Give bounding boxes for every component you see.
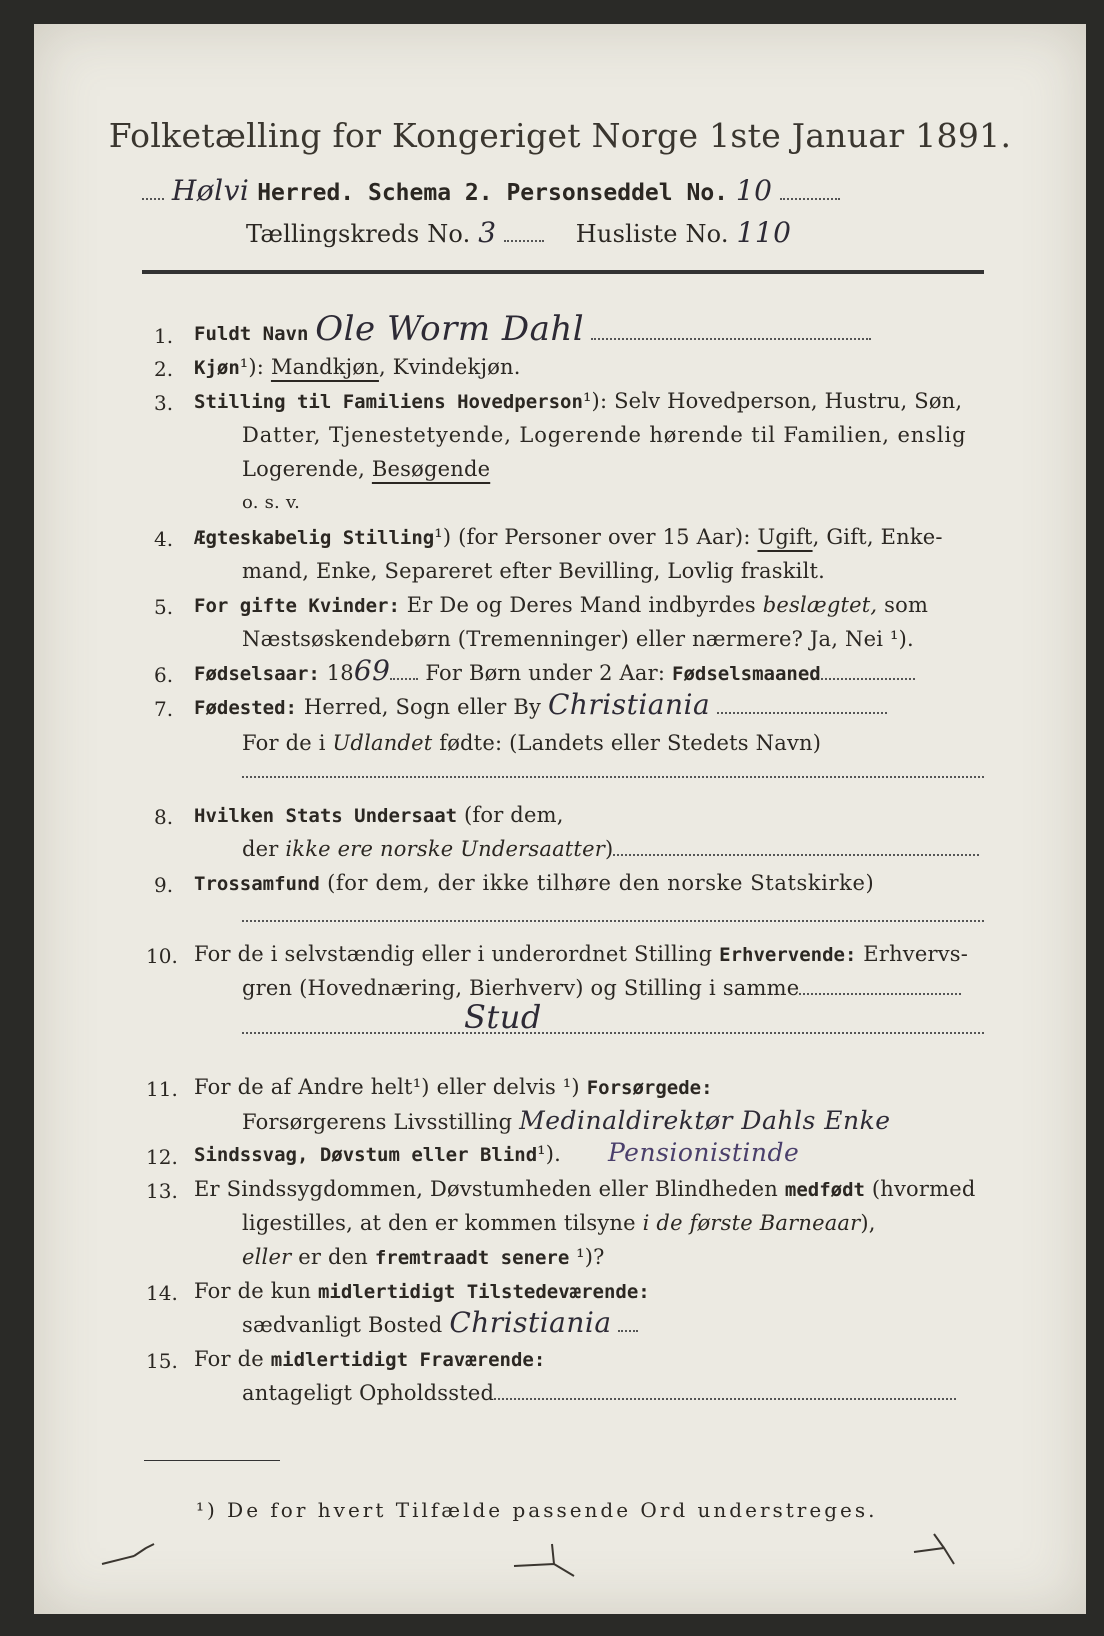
herred-handwriting: Hølvi <box>171 174 250 207</box>
personseddel-number: 10 <box>735 174 773 207</box>
item-number: 10. <box>146 944 178 968</box>
item-6-text: For Børn under 2 Aar: <box>418 661 672 685</box>
header-rule <box>142 270 984 274</box>
item-8-line-2: der ikke ere norske Undersaatter) <box>242 836 979 862</box>
item-2-label: Kjøn <box>194 357 240 379</box>
item-number: 6. <box>154 663 174 687</box>
item-7-label: Fødested: <box>194 697 297 719</box>
item-number: 7. <box>154 697 174 721</box>
item-9-label: Trossamfund <box>194 873 320 895</box>
occupation-handwriting: Stud <box>464 998 542 1036</box>
item-9 <box>194 870 874 897</box>
census-form <box>34 24 1086 1614</box>
item-number: 12. <box>146 1145 178 1169</box>
dotted-fill <box>618 1312 638 1332</box>
item-number: 2. <box>154 357 174 381</box>
form-title: Folketælling for Kongeriget Norge 1ste Januar 1891. <box>108 116 1012 155</box>
item-6-label: Fødselsaar: <box>194 663 320 685</box>
item-13-senere: fremtraadt senere <box>374 1247 570 1269</box>
item-11-livsstilling: Forsørgerens Livsstilling <box>242 1110 513 1134</box>
item-7-line-2 <box>242 730 821 756</box>
dotted-fill <box>780 180 840 200</box>
dotted-line <box>242 776 984 778</box>
item-7-udlandet: Udlandet <box>332 731 433 755</box>
birth-year-handwriting: 69 <box>353 654 391 687</box>
item-14-label: midlertidigt Tilstedeværende: <box>317 1281 650 1303</box>
item-13 <box>194 1176 975 1203</box>
dotted-line <box>242 1032 984 1034</box>
item-number: 11. <box>146 1077 178 1101</box>
item-13-eller: eller <box>242 1245 292 1269</box>
item-4-line-2: mand, Enke, Separeret efter Bevilling, Lovlig fraskilt. <box>242 559 826 583</box>
item-number: 9. <box>154 873 174 897</box>
item-13-close: ), <box>860 1211 876 1235</box>
item-10-erhvervs: Erhvervs- <box>856 942 969 966</box>
item-15-text: For de <box>194 1347 271 1371</box>
item-15-opholdssted: antageligt Opholdssted <box>242 1381 495 1405</box>
item-15 <box>194 1346 545 1373</box>
item-13-line-2 <box>242 1210 876 1236</box>
item-2 <box>194 354 521 381</box>
item-10-line-2 <box>242 975 961 1001</box>
item-10-text-2: gren (Hovednæring, Bierhverv) og Stilling i samme <box>242 976 800 1000</box>
provider-handwriting: Medinaldirektør Dahls Enke <box>519 1106 891 1135</box>
item-number: 8. <box>154 805 174 829</box>
item-number: 3. <box>154 391 174 415</box>
footnote-rule <box>144 1460 280 1461</box>
item-3 <box>194 388 962 415</box>
item-7-text: Herred, Sogn eller By <box>296 695 542 719</box>
item-11-text: For de af Andre helt <box>194 1075 413 1099</box>
item-number: 4. <box>154 527 174 551</box>
option-ugift-underlined: Ugift <box>757 525 813 549</box>
item-10-text: For de i selvstændig eller i underordnet Stilling <box>194 942 720 966</box>
item-14 <box>194 1278 650 1305</box>
item-number: 14. <box>146 1281 178 1305</box>
item-10-erhvervende: Erhvervende: <box>719 944 857 966</box>
kreds-number: 3 <box>478 216 497 249</box>
herred-schema-label: Herred. Schema 2. Personseddel No. <box>257 180 729 206</box>
item-12-label: Sindssvag, Døvstum eller Blind <box>194 1144 538 1166</box>
item-5-text: Er De og Deres Mand indbyrdes <box>399 593 763 617</box>
kreds-line <box>246 216 792 251</box>
kreds-label: Tællingskreds No. <box>246 220 471 248</box>
residence-handwriting: Christiania <box>449 1306 612 1339</box>
item-5 <box>194 592 928 619</box>
footnote-mark: ¹): <box>239 355 271 379</box>
item-4-options: , Gift, Enke- <box>812 525 943 549</box>
dotted-fill <box>142 180 164 200</box>
item-4 <box>194 524 943 551</box>
item-11-forsorgede: Forsørgede: <box>586 1077 713 1099</box>
full-name-handwriting: Ole Worm Dahl <box>315 309 585 349</box>
item-3-options: ¹): Selv Hovedperson, Hustru, Søn, <box>582 389 963 413</box>
dotted-fill <box>799 975 961 995</box>
item-4-label: Ægteskabelig Stilling <box>194 527 435 549</box>
item-1 <box>194 309 871 349</box>
husliste-label: Husliste No. <box>575 220 729 248</box>
footnote: ¹) De for hvert Tilfælde passende Ord understreges. <box>196 1498 878 1522</box>
option-mandkjon-underlined: Mandkjøn <box>270 355 379 379</box>
dotted-fill <box>591 320 871 340</box>
item-13-text-3: er den <box>291 1245 375 1269</box>
item-9-text: (for dem, der ikke tilhøre den norske Statskirke) <box>319 871 875 895</box>
item-14-text: For de kun <box>194 1279 318 1303</box>
birth-month-label: Fødselsmaaned <box>672 663 821 685</box>
dotted-fill <box>494 1380 956 1400</box>
item-7 <box>194 688 887 721</box>
item-13-italic: i de første Barneaar <box>642 1211 861 1235</box>
birthplace-handwriting: Christiania <box>547 688 711 721</box>
item-7-text-b: fødte: (Landets eller Stedets Navn) <box>432 731 822 755</box>
option-besogende-underlined: Besøgende <box>371 457 491 481</box>
item-13-text-2: ligestilles, at den er kommen tilsyne <box>242 1211 643 1235</box>
item-8-label: Hvilken Stats <box>194 805 355 827</box>
dotted-fill <box>504 222 544 242</box>
item-3-line-3 <box>242 456 490 482</box>
item-11-line-2 <box>242 1108 891 1135</box>
item-6 <box>194 654 915 687</box>
item-1-label: Fuldt Navn <box>194 323 309 345</box>
item-3-osv: o. s. v. <box>242 492 300 513</box>
item-14-line-2 <box>242 1306 638 1339</box>
item-13-medfodt: medfødt <box>784 1179 865 1201</box>
item-number: 5. <box>154 595 174 619</box>
option-kvindekjon: , Kvindekjøn. <box>378 355 521 379</box>
footnote-mark: ¹). <box>537 1142 562 1166</box>
item-8-text: (for dem, <box>457 803 564 827</box>
item-14-bosted: sædvanligt Bosted <box>242 1313 443 1337</box>
item-13-hvormed: (hvormed <box>864 1177 976 1201</box>
item-4-text: ¹) (for Personer over 15 Aar): <box>434 525 758 549</box>
dotted-fill <box>717 694 887 714</box>
item-5-line-2: Næstsøskendebørn (Tremenninger) eller nærmere? Ja, Nei ¹). <box>242 627 914 651</box>
item-8 <box>194 802 564 829</box>
item-13-text: Er Sindssygdommen, Døvstumheden eller Blindheden <box>194 1177 785 1201</box>
item-3-label: Stilling til Familiens Hovedperson <box>194 391 583 413</box>
husliste-number: 110 <box>736 216 792 249</box>
item-15-label: midlertidigt Fraværende: <box>270 1349 546 1371</box>
option-logerende: Logerende, <box>242 457 372 481</box>
year-prefix: 18 <box>319 661 354 685</box>
item-13-line-3 <box>242 1244 605 1271</box>
item-7-text-a: For de i <box>242 731 333 755</box>
dotted-fill <box>821 660 915 680</box>
pensioner-handwriting: Pensionistinde <box>607 1138 800 1167</box>
item-13-end: ¹)? <box>569 1245 605 1269</box>
item-12 <box>194 1140 799 1168</box>
item-number: 13. <box>146 1179 178 1203</box>
item-11 <box>194 1074 713 1101</box>
item-5-label: For gifte Kvinder: <box>194 595 400 617</box>
item-8-der: der <box>242 837 286 861</box>
item-5-italic: beslægtet, <box>762 593 878 617</box>
item-15-line-2 <box>242 1380 956 1406</box>
item-number: 1. <box>154 324 174 348</box>
item-8-italic: ikke ere norske Undersaatter <box>285 837 605 861</box>
item-10 <box>194 941 968 968</box>
pen-marks <box>74 1524 974 1594</box>
herred-line <box>142 174 840 210</box>
item-number: 15. <box>146 1349 178 1373</box>
dotted-fill <box>613 836 979 856</box>
item-8-undersaat: Undersaat <box>354 805 458 827</box>
dotted-line <box>242 920 984 922</box>
item-3-line-2: Datter, Tjenestetyende, Logerende hørende til Familien, enslig <box>242 423 967 447</box>
item-11-text-b: ¹) eller delvis ¹) <box>412 1075 587 1099</box>
item-5-som: som <box>877 593 929 617</box>
dotted-fill <box>390 660 418 680</box>
